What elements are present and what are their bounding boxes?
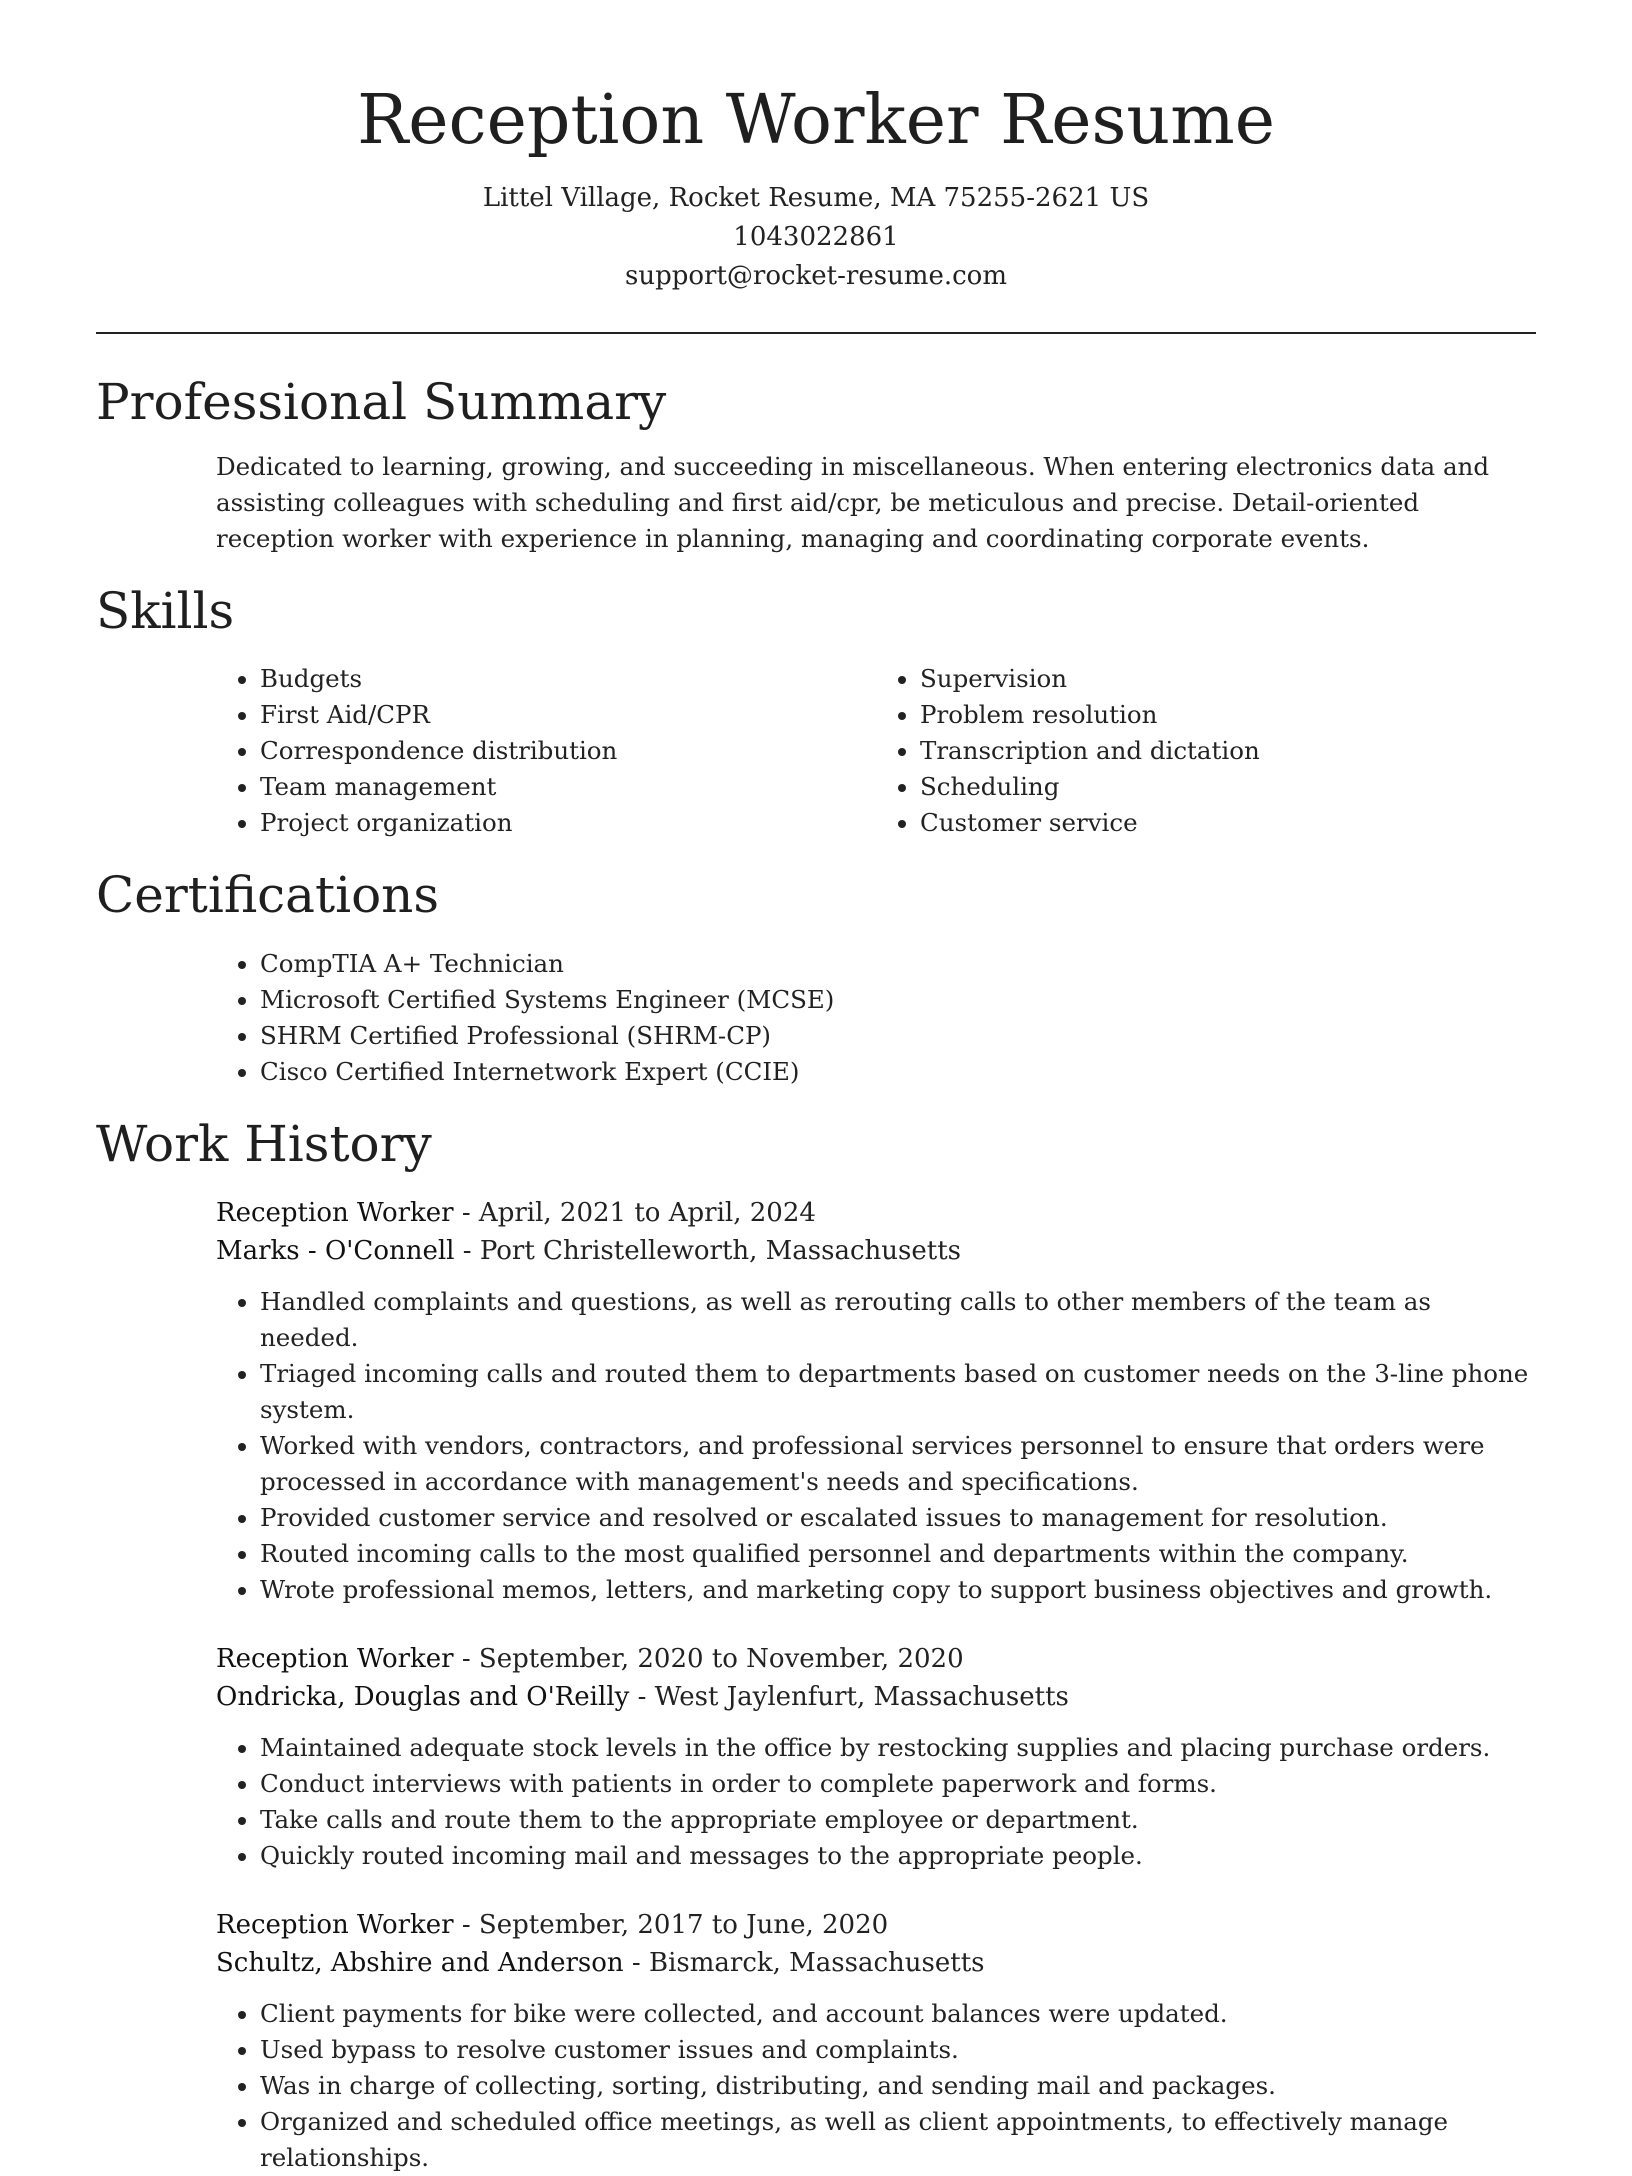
skills-columns (216, 661, 1536, 841)
certification-item: • Cisco Certified Internetwork Expert (CCIE) (260, 1054, 1536, 1090)
skill-item: • Team management (260, 769, 876, 805)
skill-item: • Supervision (920, 661, 1536, 697)
resume-page (96, 0, 1536, 2176)
job-dates: September, 2017 to June, 2020 (478, 1909, 889, 1940)
job-bullet: • Maintained adequate stock levels in the office by restocking supplies and placing purchase orders. (260, 1730, 1536, 1766)
job-location: West Jaylenfurt, Massachusetts (654, 1681, 1069, 1712)
job-bullets (216, 1284, 1536, 1608)
job-location: Bismarck, Massachusetts (648, 1947, 985, 1978)
job-entry (216, 1194, 1536, 1608)
job-bullet: • Take calls and route them to the appropriate employee or department. (260, 1802, 1536, 1838)
job-dates: April, 2021 to April, 2024 (478, 1197, 816, 1228)
contact-email: support@rocket-resume.com (624, 260, 1007, 291)
job-bullet: • Quickly routed incoming mail and messages to the appropriate people. (260, 1838, 1536, 1874)
resume-title: Reception Worker Resume (357, 81, 1275, 160)
job-bullet: • Handled complaints and questions, as well as rerouting calls to other members of the team as needed. (260, 1284, 1536, 1356)
certifications-heading: Certifications (96, 865, 440, 924)
job-title: Reception Worker (216, 1909, 454, 1940)
job-company-line: Schultz, Abshire and Anderson - Bismarck, Massachusetts (216, 1947, 985, 1978)
job-title: Reception Worker (216, 1197, 454, 1228)
job-company: Marks - O'Connell (216, 1235, 455, 1266)
job-bullet: • Was in charge of collecting, sorting, distributing, and sending mail and packages. (260, 2068, 1536, 2104)
job-bullet: • Used bypass to resolve customer issues and complaints. (260, 2032, 1536, 2068)
job-bullet: • Client payments for bike were collected, and account balances were updated. (260, 1996, 1536, 2032)
job-bullet: • Organized and scheduled office meetings, as well as client appointments, to effectively manage relationships. (260, 2104, 1536, 2176)
work-history-heading: Work History (96, 1115, 432, 1174)
job-dates: September, 2020 to November, 2020 (478, 1643, 964, 1674)
job-title-line: Reception Worker - September, 2020 to November, 2020 (216, 1643, 964, 1674)
job-bullets (216, 1996, 1536, 2176)
contact-block (96, 179, 1536, 296)
certification-item: • Microsoft Certified Systems Engineer (MCSE) (260, 982, 1536, 1018)
job-title-line: Reception Worker - September, 2017 to June, 2020 (216, 1909, 889, 1940)
job-company: Ondricka, Douglas and O'Reilly (216, 1681, 630, 1712)
summary-text: Dedicated to learning, growing, and succeeding in miscellaneous. When entering electronics data and assisting colleagues with scheduling and first aid/cpr, be meticulous and precise. Detail-oriented reception worker with experience in planning, managing and coordinating corporate events. (216, 452, 1490, 554)
skill-item: • Correspondence distribution (260, 733, 876, 769)
job-title-line: Reception Worker - April, 2021 to April, 2024 (216, 1197, 816, 1228)
job-bullet: • Provided customer service and resolved or escalated issues to management for resolution. (260, 1500, 1536, 1536)
contact-phone: 1043022861 (733, 221, 899, 252)
skill-item: • Scheduling (920, 769, 1536, 805)
skills-list-left (216, 661, 876, 841)
job-entry (216, 1640, 1536, 1874)
skills-list-right (876, 661, 1536, 841)
summary-section (96, 374, 1536, 558)
summary-heading: Professional Summary (96, 372, 667, 431)
job-entry (216, 1906, 1536, 2176)
contact-address: Littel Village, Rocket Resume, MA 75255-2621 US (482, 182, 1150, 213)
job-company-line: Marks - O'Connell - Port Christelleworth, Massachusetts (216, 1235, 962, 1266)
skill-item: • Problem resolution (920, 697, 1536, 733)
job-bullet: • Conduct interviews with patients in order to complete paperwork and forms. (260, 1766, 1536, 1802)
skill-item: • Customer service (920, 805, 1536, 841)
certification-item: • CompTIA A+ Technician (260, 946, 1536, 982)
skills-heading: Skills (96, 582, 235, 641)
skills-section (96, 583, 1536, 841)
skill-item: • Budgets (260, 661, 876, 697)
job-bullet: • Triaged incoming calls and routed them to departments based on customer needs on the 3-line phone system. (260, 1356, 1536, 1428)
job-bullet: • Worked with vendors, contractors, and professional services personnel to ensure that orders were processed in accordance with management's needs and specifications. (260, 1428, 1536, 1500)
job-location: Port Christelleworth, Massachusetts (479, 1235, 962, 1266)
skill-item: • Transcription and dictation (920, 733, 1536, 769)
certifications-section (96, 867, 1536, 1091)
skill-item: • Project organization (260, 805, 876, 841)
job-company: Schultz, Abshire and Anderson (216, 1947, 624, 1978)
job-bullet: • Routed incoming calls to the most qualified personnel and departments within the company. (260, 1536, 1536, 1572)
skill-item: • First Aid/CPR (260, 697, 876, 733)
job-title: Reception Worker (216, 1643, 454, 1674)
certifications-list (216, 946, 1536, 1090)
header-divider (96, 332, 1536, 334)
job-bullet: • Wrote professional memos, letters, and marketing copy to support business objectives and growth. (260, 1572, 1536, 1608)
resume-header (96, 0, 1536, 296)
job-company-line: Ondricka, Douglas and O'Reilly - West Jaylenfurt, Massachusetts (216, 1681, 1069, 1712)
work-history-section (96, 1116, 1536, 2176)
certification-item: • SHRM Certified Professional (SHRM-CP) (260, 1018, 1536, 1054)
job-bullets (216, 1730, 1536, 1874)
